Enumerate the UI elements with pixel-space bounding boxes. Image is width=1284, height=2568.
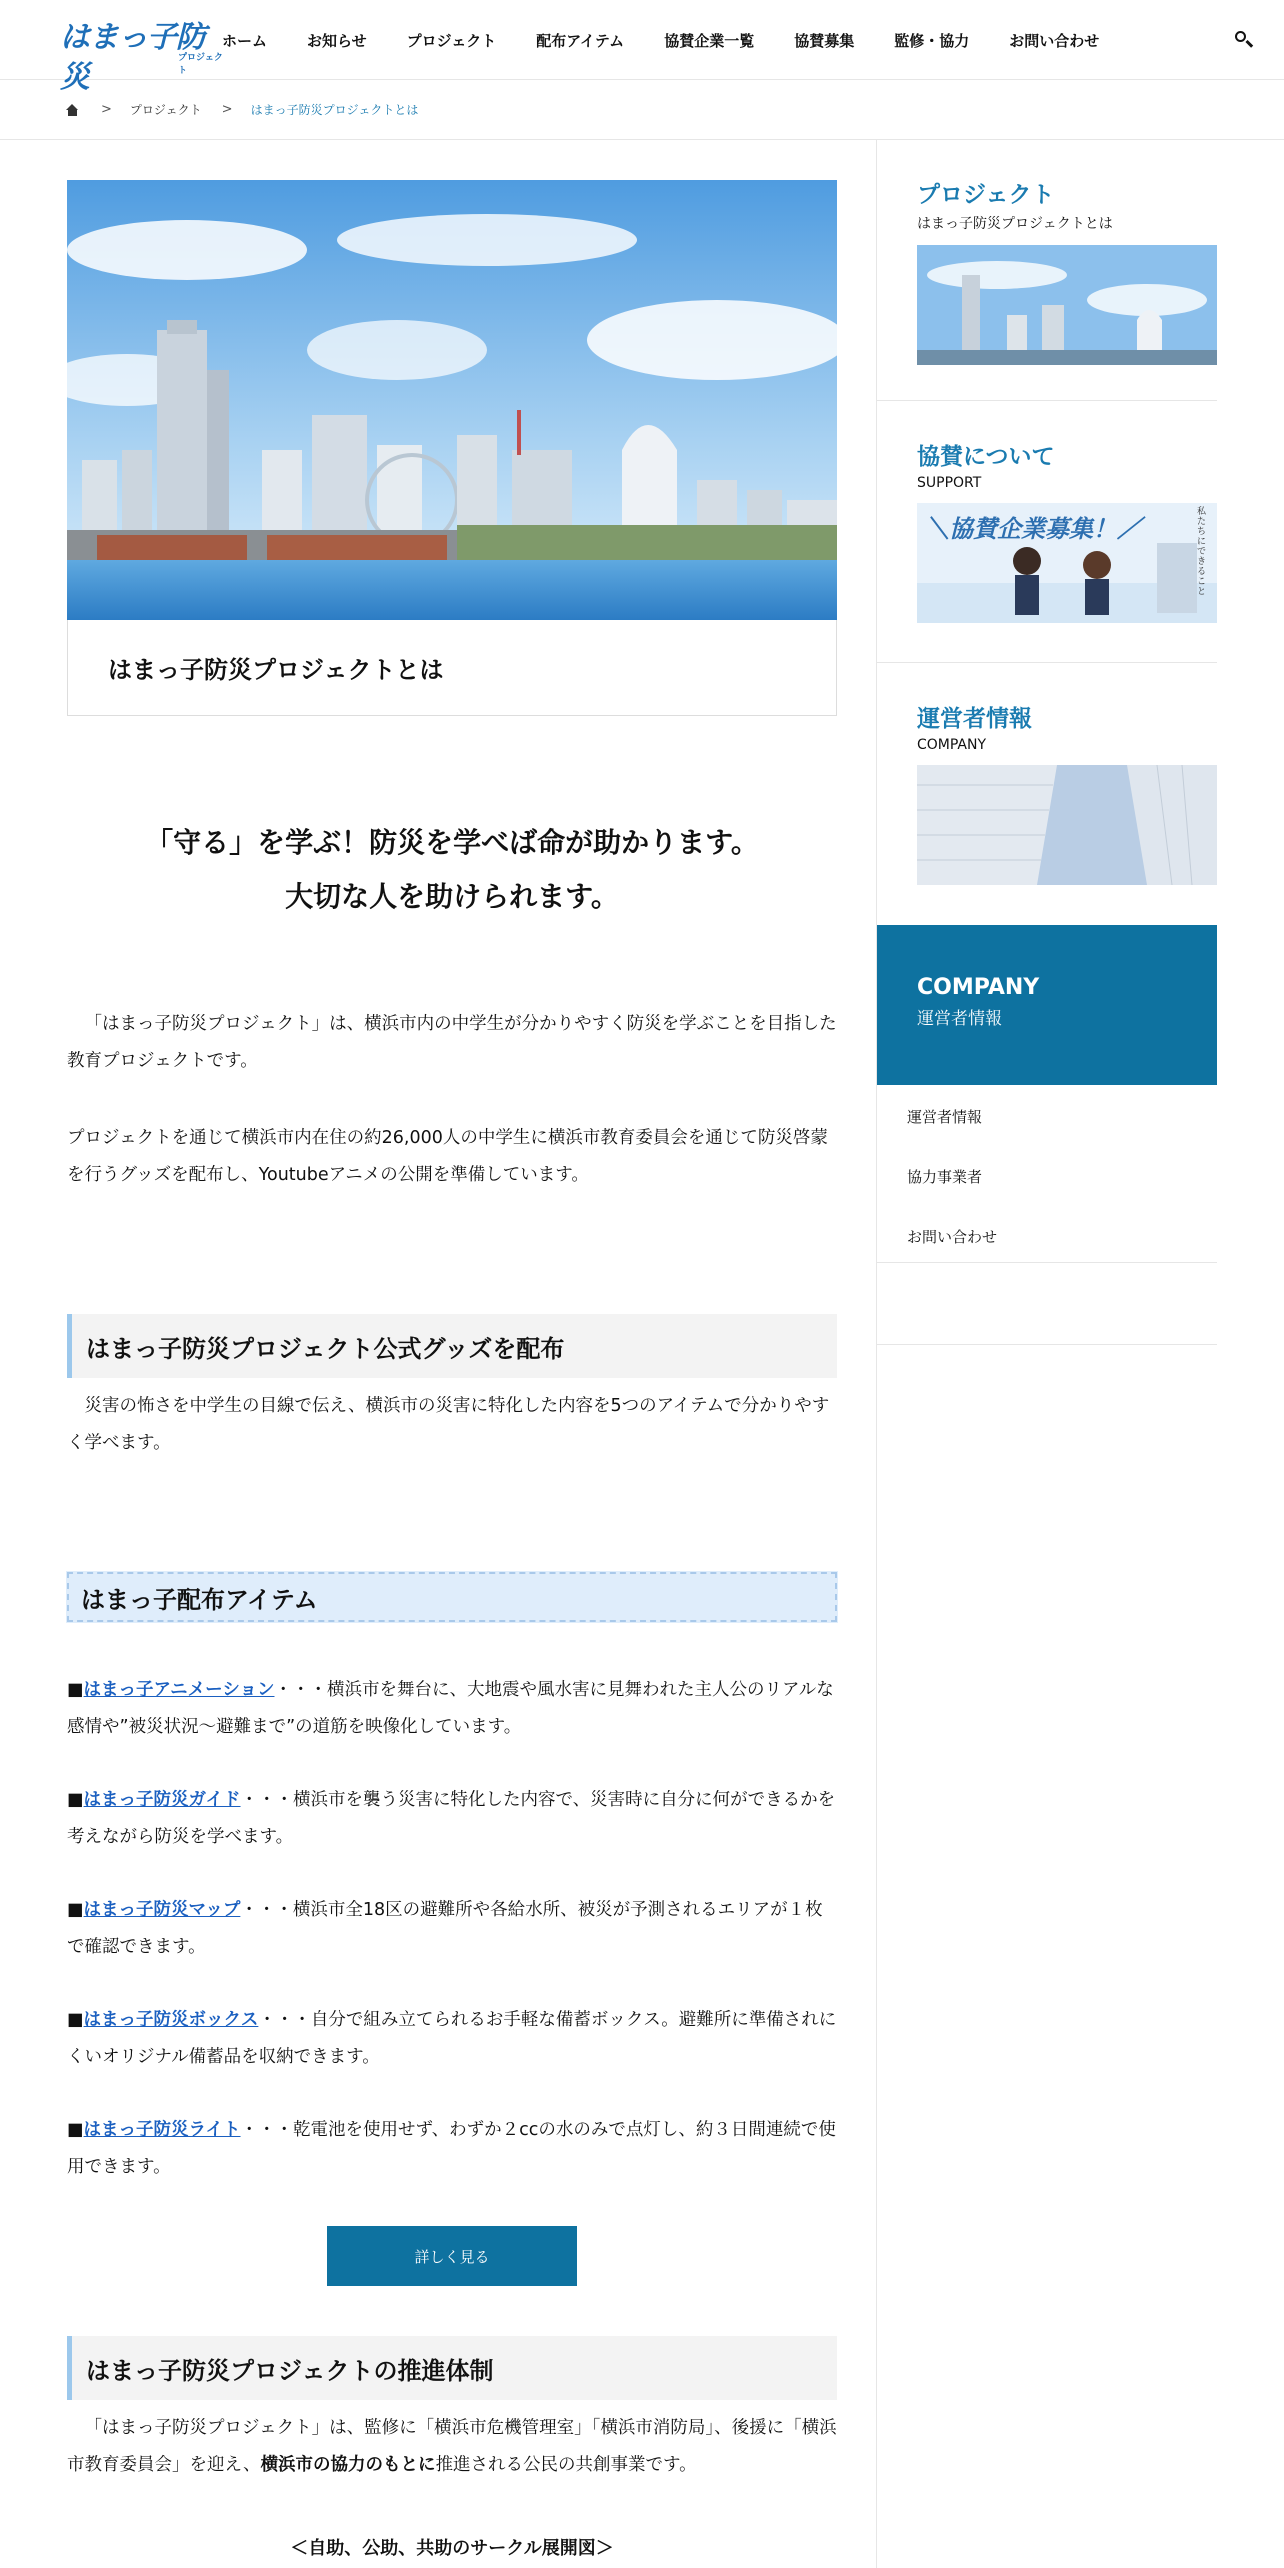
goods-paragraph: 災害の怖さを中学生の目線で伝え、横浜市の災害に特化した内容を5つのアイテムで分かりやすく学べます。 <box>67 1396 830 1453</box>
sidebar-link-contact[interactable]: お問い合わせ <box>907 1228 998 1246</box>
breadcrumb-project[interactable]: プロジェクト <box>129 103 202 117</box>
nav-sponsors[interactable]: 協賛企業一覧 <box>664 31 755 50</box>
sidebar-support-title: 協賛について <box>917 444 1055 470</box>
sidebar-support[interactable] <box>917 438 1217 623</box>
sidebar-company-title: 運営者情報 <box>917 706 1032 732</box>
site-logo[interactable] <box>60 18 230 95</box>
catchphrase-line-2: 大切な人を助けられます。 <box>285 880 619 913</box>
sidebar-company[interactable] <box>917 700 1217 885</box>
sponsor-banner-text: ＼協賛企業募集！／ <box>925 515 1141 543</box>
sidebar-support-sub: SUPPORT <box>917 475 982 491</box>
heading-goods: はまっ子防災プロジェクト公式グッズを配布 <box>67 1314 837 1378</box>
company-box-title: COMPANY <box>917 975 1040 1000</box>
heading-system: はまっ子防災プロジェクトの推進体制 <box>67 2336 837 2400</box>
intro-paragraph-1: 「はまっ子防災プロジェクト」は、横浜市内の中学生が分かりやすく防災を学ぶことを目指した教育プロジェクトです。 <box>67 1014 837 1071</box>
sidebar-support-banner <box>917 503 1217 623</box>
company-box-sub: 運営者情報 <box>917 1009 1002 1029</box>
site-header <box>0 0 1284 95</box>
more-button[interactable]: 詳しく見る <box>327 2226 577 2286</box>
item-link-light[interactable]: はまっ子防災ライト <box>83 2120 241 2140</box>
main-content <box>67 180 837 2560</box>
home-icon[interactable] <box>66 104 79 116</box>
catchphrase <box>67 816 837 924</box>
sidebar-project-image <box>917 245 1217 365</box>
search-icon[interactable] <box>1234 30 1252 48</box>
hero-image <box>67 180 837 620</box>
nav-sponsor-recruit[interactable]: 協賛募集 <box>794 31 855 50</box>
heading-items: はまっ子配布アイテム <box>67 1572 837 1622</box>
circle-diagram-title: ＜自助、公助、共助のサークル展開図＞ <box>290 2538 614 2559</box>
intro-paragraph-2: プロジェクトを通じて横浜市内在住の約26,000人の中学生に横浜市教育委員会を通じて防災啓蒙を行うグッズを配布し、Youtubeアニメの公開を準備しています。 <box>67 1128 828 1185</box>
sidebar-project-title: プロジェクト <box>917 182 1055 208</box>
nav-project[interactable]: プロジェクト <box>406 31 497 50</box>
global-nav <box>222 0 1139 80</box>
sidebar-project-sub: はまっ子防災プロジェクトとは <box>917 216 1113 232</box>
breadcrumb <box>0 80 1284 140</box>
nav-items[interactable]: 配布アイテム <box>536 31 625 50</box>
system-paragraph: 「はまっ子防災プロジェクト」は、監修に「横浜市危機管理室」「横浜市消防局」、後援に「横浜市教育委員会」を迎え、横浜市の協力のもとに推進される公民の共創事業です。 <box>67 2418 837 2475</box>
sidebar-company-sub: COMPANY <box>917 737 987 753</box>
company-box[interactable] <box>877 925 1217 1085</box>
sidebar-project[interactable] <box>917 176 1217 365</box>
breadcrumb-current: はまっ子防災プロジェクトとは <box>250 103 419 117</box>
logo-text: はまっ子防災 <box>60 20 205 95</box>
item-light: ■はまっ子防災ライト・・・乾電池を使用せず、わずか２ccの水のみで点灯し、約３日間連続で使用できます。 <box>67 2120 836 2177</box>
item-link-animation[interactable]: はまっ子アニメーション <box>83 1680 275 1700</box>
item-map: ■はまっ子防災マップ・・・横浜市全18区の避難所や各給水所、被災が予測されるエリアが１枚で確認できます。 <box>67 1900 823 1957</box>
sidebar-link-partners[interactable]: 協力事業者 <box>907 1168 983 1186</box>
item-link-box[interactable]: はまっ子防災ボックス <box>83 2010 259 2030</box>
sidebar <box>876 140 1216 2568</box>
sidebar-company-image <box>917 765 1217 885</box>
catchphrase-line-1: 「守る」を学ぶ！防災を学べば命が助かります。 <box>145 826 759 859</box>
item-link-map[interactable]: はまっ子防災マップ <box>83 1900 241 1920</box>
nav-news[interactable]: お知らせ <box>307 31 367 50</box>
breadcrumb-separator: > <box>101 102 112 117</box>
item-guide: ■はまっ子防災ガイド・・・横浜市を襲う災害に特化した内容で、災害時に自分に何ができるかを考えながら防災を学べます。 <box>67 1790 836 1847</box>
nav-home[interactable]: ホーム <box>222 31 268 50</box>
sponsor-banner-side: 私たちにできること <box>1197 507 1207 597</box>
item-animation: ■はまっ子アニメーション・・・横浜市を舞台に、大地震や風水害に見舞われた主人公のリアルな感情や”被災状況〜避難まで”の道筋を映像化しています。 <box>67 1680 834 1737</box>
nav-contact[interactable]: お問い合わせ <box>1009 31 1100 50</box>
sidebar-link-operator[interactable]: 運営者情報 <box>907 1108 983 1126</box>
item-box: ■はまっ子防災ボックス・・・自分で組み立てられるお手軽な備蓄ボックス。避難所に準備されにくいオリジナル備蓄品を収納できます。 <box>67 2010 837 2067</box>
breadcrumb-separator: > <box>221 102 233 117</box>
hero-caption: はまっ子防災プロジェクトとは <box>67 620 837 716</box>
logo-subtext: プロジェクト <box>178 53 223 76</box>
nav-supervision[interactable]: 監修・協力 <box>894 31 970 50</box>
item-link-guide[interactable]: はまっ子防災ガイド <box>83 1790 241 1810</box>
